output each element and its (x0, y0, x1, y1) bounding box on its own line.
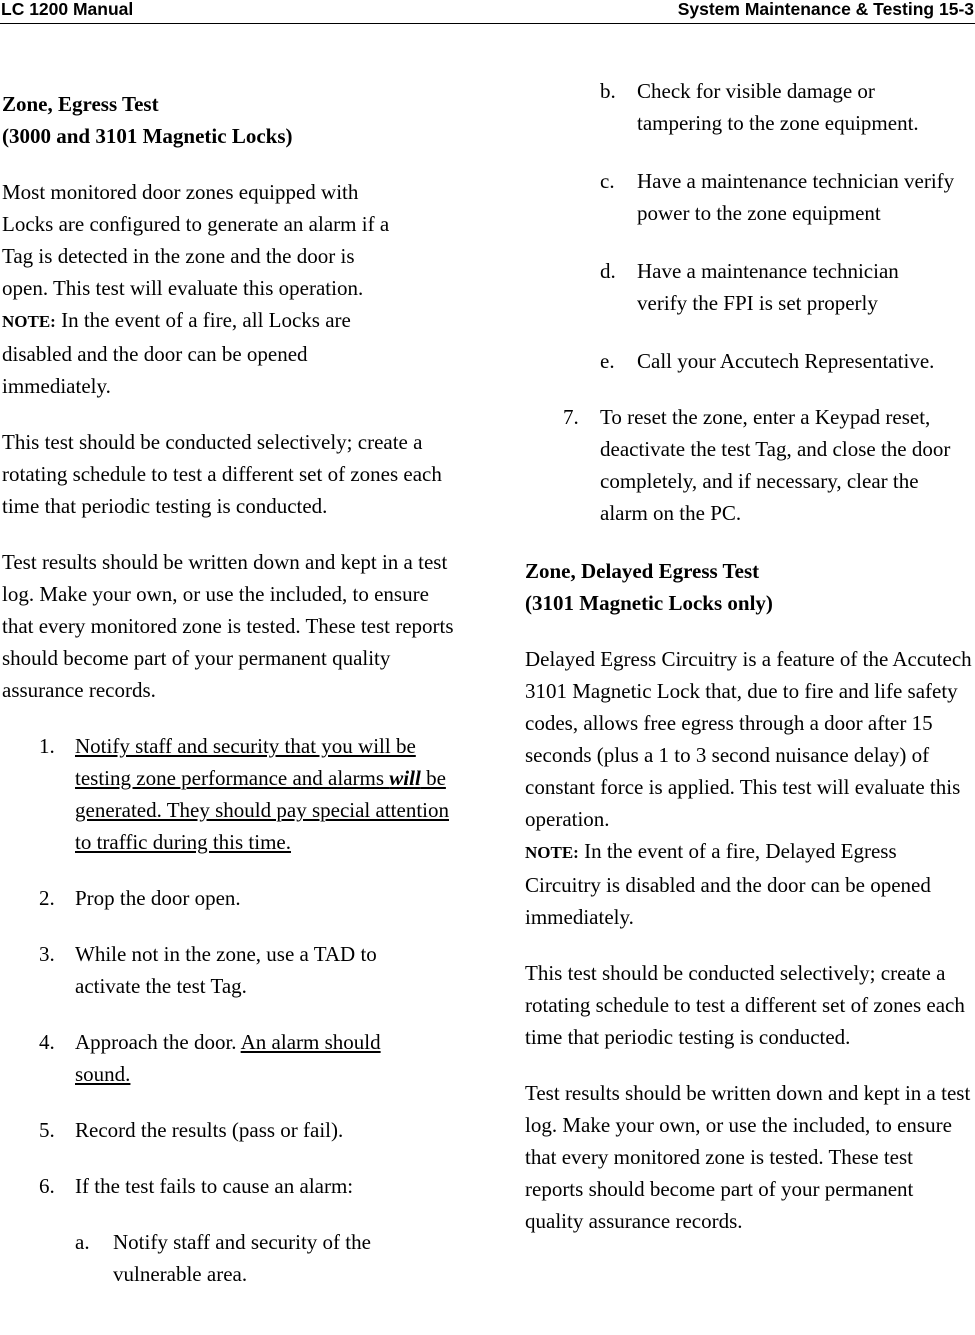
step-number: 7. (563, 405, 579, 429)
step-letter: c. (600, 169, 615, 193)
step-number: 2. (39, 886, 55, 910)
step-text: Approach the door. An alarm should sound. (75, 1030, 381, 1086)
heading-line-1: Zone, Egress Test (2, 92, 159, 116)
list-item-step-6d (525, 255, 975, 319)
test-log-paragraph: Test results should be written down and kept in a test log. Make your own, or use the included, to ensure that every monitored zone is tested. These test reports should become part of your permanent quality assurance records. (2, 550, 454, 702)
list-item-step-6a (2, 1226, 454, 1290)
step-text: To reset the zone, enter a Keypad reset, deactivate the test Tag, and close the door completely, and if necessary, clear the alarm on the PC. (600, 405, 951, 525)
page-header (0, 0, 975, 24)
note-paragraph (2, 304, 402, 402)
test-log-paragraph: Test results should be written down and kept in a test log. Make your own, or use the included, to ensure that every monitored zone is tested. These test reports should become part of your permanent quality assurance records. (525, 1081, 971, 1233)
step-text: Record the results (pass or fail). (75, 1118, 344, 1142)
note-text: In the event of a fire, Delayed Egress Circuitry is disabled and the door can be opened immediately. (525, 839, 931, 929)
step-number: 3. (39, 942, 55, 966)
step-letter: b. (600, 79, 616, 103)
step-letter: d. (600, 259, 616, 283)
intro-paragraph: Most monitored door zones equipped with Locks are configured to generate an alarm if a Tag is detected in the zone and the door is open. This test will evaluate this operation. (2, 180, 390, 300)
heading-line-1: Zone, Delayed Egress Test (525, 559, 760, 583)
step-text: Prop the door open. (75, 886, 241, 910)
step-text: While not in the zone, use a TAD to activate the test Tag. (75, 942, 377, 998)
left-column (2, 88, 454, 1290)
step-text: Notify staff and security of the vulnerable area. (113, 1230, 371, 1286)
step-text: Have a maintenance technician verify the FPI is set properly (637, 259, 899, 315)
selective-testing-paragraph: This test should be conducted selectively; create a rotating schedule to test a different set of zones each time that periodic testing is conducted. (2, 430, 442, 518)
heading-line-2: (3000 and 3101 Magnetic Locks) (2, 124, 293, 148)
step-text: Check for visible damage or tampering to the zone equipment. (637, 79, 919, 135)
step-number: 4. (39, 1030, 55, 1054)
list-item-step-7 (525, 401, 975, 529)
list-item-step-6 (2, 1170, 454, 1202)
step-number: 1. (39, 734, 55, 758)
selective-testing-paragraph: This test should be conducted selectively; create a rotating schedule to test a different set of zones each time that periodic testing is conducted. (525, 961, 965, 1049)
list-item-step-6c (525, 165, 975, 229)
step-text: Have a maintenance technician verify power to the zone equipment (637, 169, 955, 225)
step-text: Notify staff and security that you will be testing zone performance and alarms will be generated. They should pay special attention to traffic during this time. (75, 734, 449, 854)
list-item-step-2 (2, 882, 454, 914)
list-item-step-6e (525, 345, 975, 377)
note-label: NOTE: (525, 843, 579, 862)
manual-title: LC 1200 Manual (1, 0, 134, 19)
step-number: 5. (39, 1118, 55, 1142)
section-heading-delayed-egress-test (525, 555, 975, 619)
list-item-step-3 (2, 938, 454, 1002)
heading-line-2: (3101 Magnetic Locks only) (525, 591, 773, 615)
list-item-step-4 (2, 1026, 454, 1090)
list-item-step-5 (2, 1114, 454, 1146)
intro-paragraph: Delayed Egress Circuitry is a feature of the Accutech 3101 Magnetic Lock that, due to fire and life safety codes, allows free egress through a door after 15 seconds (plus a 1 to 3 second nuisance delay) of constant force is applied. This test will evaluate this operation. (525, 647, 972, 831)
step-letter: e. (600, 349, 615, 373)
section-heading-egress-test (2, 88, 454, 152)
list-item-step-6b (525, 75, 975, 139)
note-label: NOTE: (2, 312, 56, 331)
note-paragraph (525, 835, 975, 933)
step-number: 6. (39, 1174, 55, 1198)
step-letter: a. (75, 1230, 90, 1254)
section-page-number: System Maintenance & Testing 15-3 (677, 0, 974, 19)
note-text: In the event of a fire, all Locks are disabled and the door can be opened immediately. (2, 308, 351, 398)
list-item-step-1 (2, 730, 454, 858)
step-text: If the test fails to cause an alarm: (75, 1174, 354, 1198)
right-column (525, 75, 975, 1237)
step-text: Call your Accutech Representative. (637, 349, 935, 373)
